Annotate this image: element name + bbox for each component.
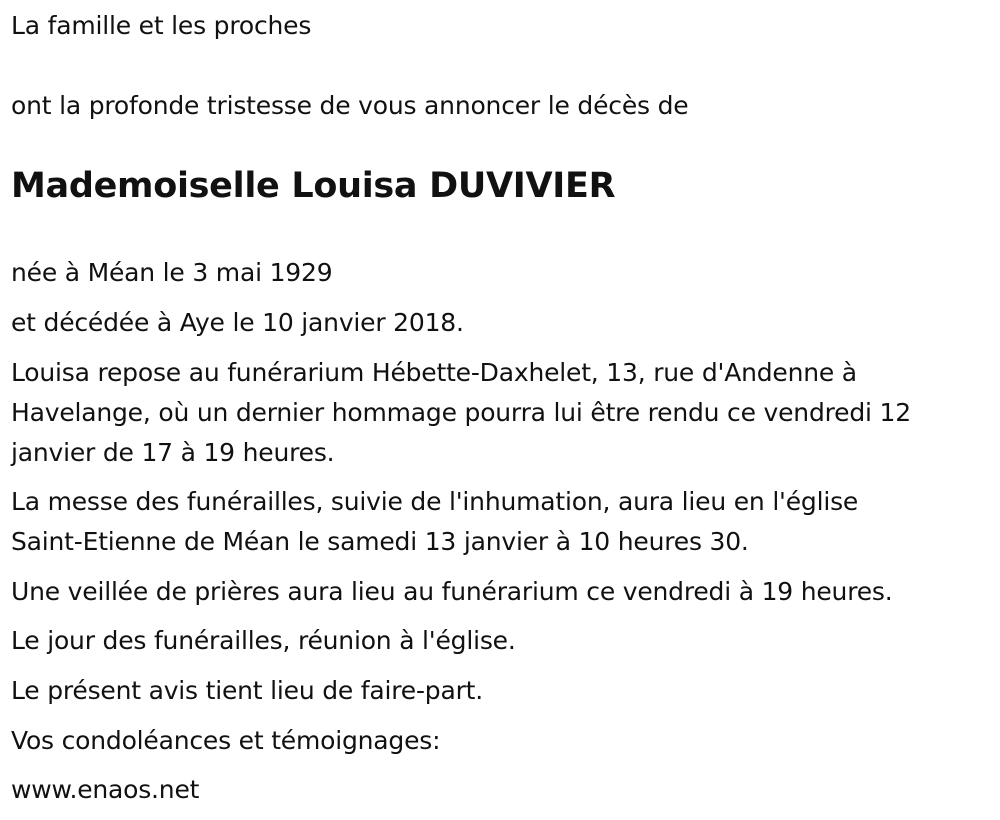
repose-line-3: janvier de 17 à 19 heures.: [11, 438, 335, 467]
deceased-name: Mademoiselle Louisa DUVIVIER: [11, 166, 616, 206]
website-text: www.enaos.net: [11, 775, 200, 804]
vigil-text: Une veillée de prières aura lieu au funérarium ce vendredi à 19 heures.: [11, 577, 893, 606]
funeral-line-2: Saint-Etienne de Méan le samedi 13 janvier à 10 heures 30.: [11, 527, 749, 556]
repose-line-2: Havelange, où un dernier hommage pourra lui être rendu ce vendredi 12: [11, 398, 911, 427]
announcement-text: ont la profonde tristesse de vous annoncer le décès de: [11, 91, 689, 120]
funeral-line-1: La messe des funérailles, suivie de l'inhumation, aura lieu en l'église: [11, 487, 859, 516]
notice-note-text: Le présent avis tient lieu de faire-part.: [11, 676, 484, 705]
death-text: et décédée à Aye le 10 janvier 2018.: [11, 308, 464, 337]
repose-line-1: Louisa repose au funérarium Hébette-Daxhelet, 13, rue d'Andenne à: [11, 358, 857, 387]
condolences-label: Vos condoléances et témoignages:: [11, 726, 441, 755]
meeting-text: Le jour des funérailles, réunion à l'église.: [11, 626, 516, 655]
intro-text: La famille et les proches: [11, 11, 312, 40]
birth-text: née à Méan le 3 mai 1929: [11, 258, 333, 287]
